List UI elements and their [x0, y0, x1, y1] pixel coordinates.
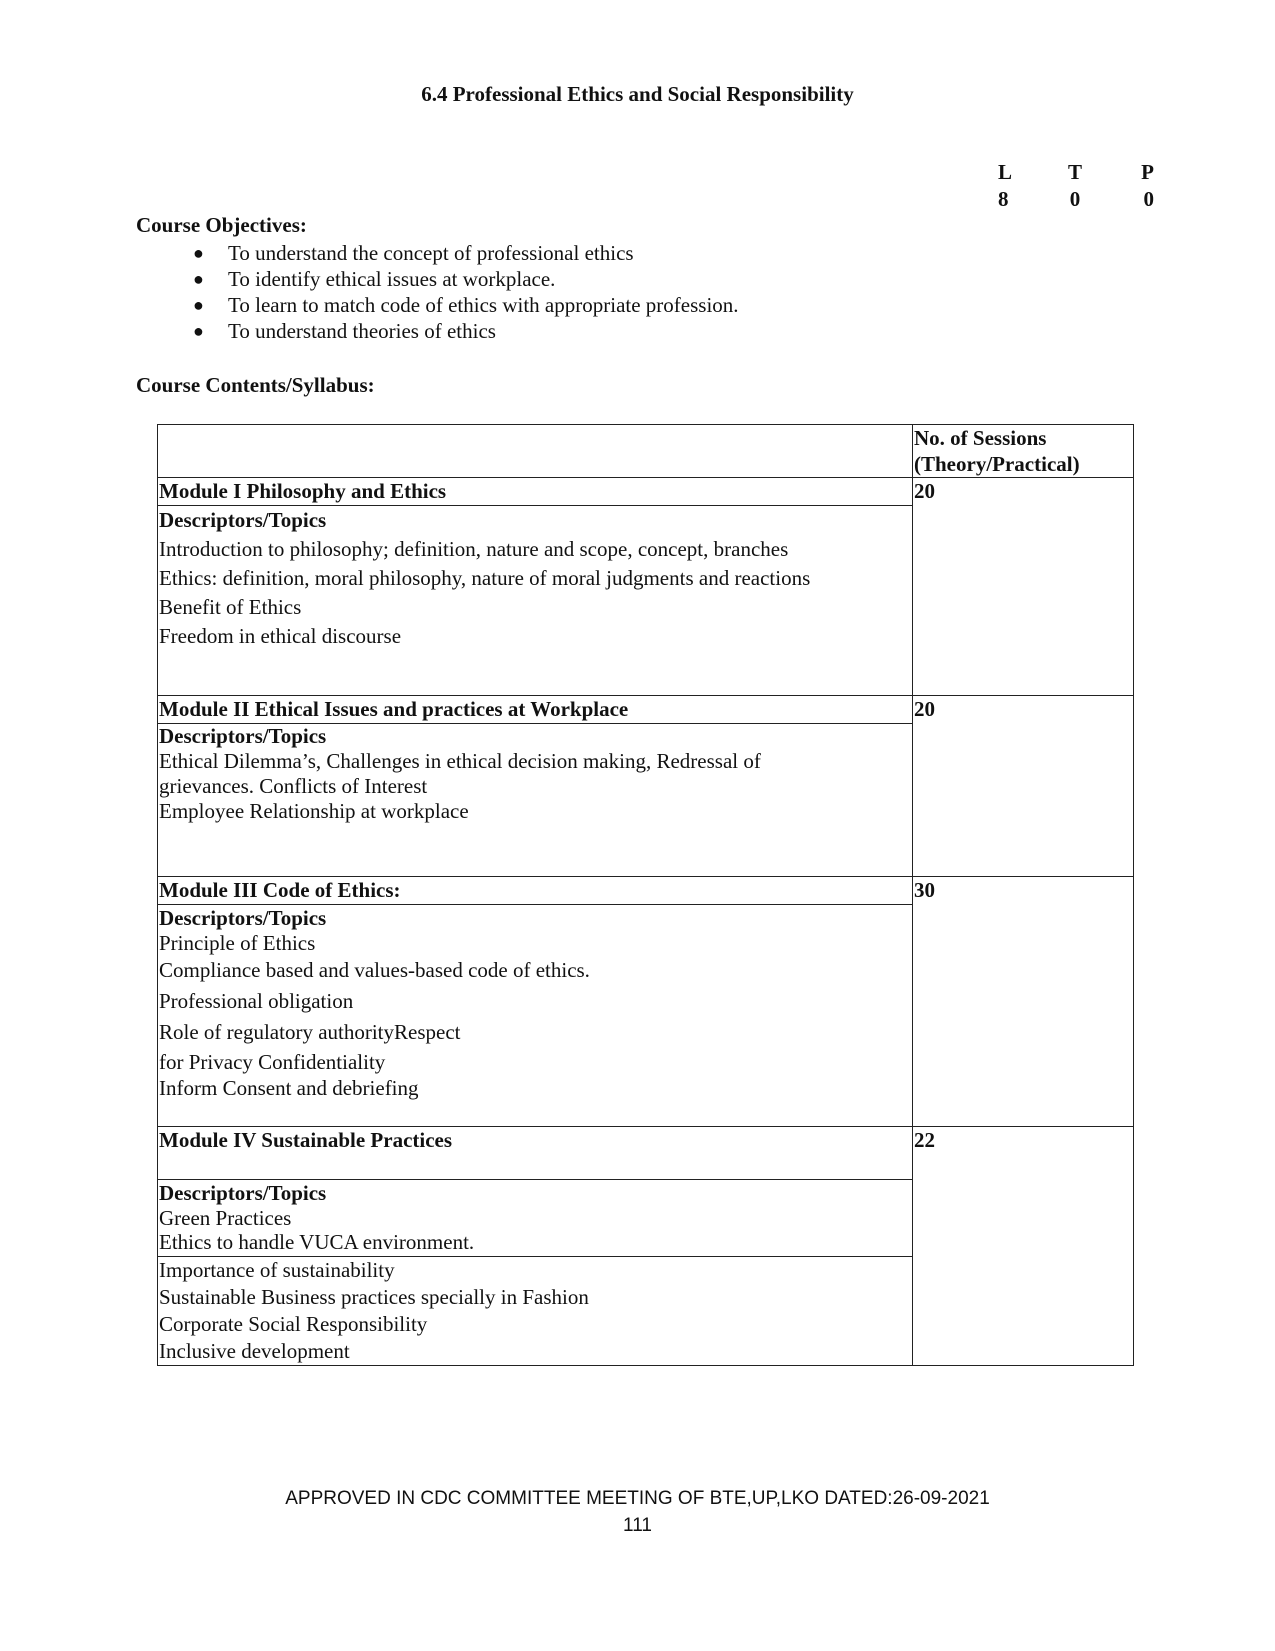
list-item	[190, 318, 739, 344]
descriptor-label: Descriptors/Topics	[159, 906, 327, 930]
topic-line: Inclusive development	[159, 1339, 350, 1363]
header-empty-cell	[158, 425, 913, 478]
topic-line: Corporate Social Responsibility	[159, 1312, 428, 1336]
ltp-value-p: 0	[1143, 187, 1154, 211]
bullet-icon: ●	[193, 243, 204, 263]
topic-line: Benefit of Ethics	[159, 595, 302, 619]
module-topics	[158, 1180, 913, 1257]
bullet-icon: ●	[193, 321, 204, 341]
descriptor-label: Descriptors/Topics	[159, 724, 327, 748]
topic-line: Principle of Ethics	[159, 931, 316, 955]
module-sessions: 22	[913, 1127, 1134, 1366]
topic-line: Sustainable Business practices specially in Fashion	[159, 1285, 589, 1309]
topic-line: Ethics to handle VUCA environment.	[159, 1230, 475, 1254]
module-title: Module IV Sustainable Practices	[158, 1127, 913, 1180]
topic-line: Professional obligation	[159, 989, 354, 1013]
module-topics	[158, 724, 913, 877]
module-title: Module III Code of Ethics:	[158, 877, 913, 905]
objective-text: To understand theories of ethics	[228, 319, 496, 343]
sessions-header-line: (Theory/Practical)	[914, 452, 1080, 476]
topic-line: Inform Consent and debriefing	[159, 1076, 419, 1100]
ltp-value-t: 0	[1069, 187, 1081, 211]
page-footer	[0, 1485, 1275, 1539]
topic-line: Employee Relationship at workplace	[159, 799, 469, 823]
bullet-icon: ●	[193, 269, 204, 289]
ltp-header-l: L	[998, 160, 1013, 184]
topic-line: Ethical Dilemma’s, Challenges in ethical decision making, Redressal of	[159, 749, 761, 773]
table-row	[158, 877, 1134, 905]
module-sessions: 30	[913, 877, 1134, 1127]
ltp-header-t: T	[1067, 160, 1082, 184]
module-title: Module I Philosophy and Ethics	[158, 478, 913, 506]
topic-line: Compliance based and values-based code of ethics.	[159, 958, 590, 982]
table-row	[158, 1127, 1134, 1180]
topic-line: Introduction to philosophy; definition, nature and scope, concept, branches	[159, 537, 789, 561]
topic-line: Freedom in ethical discourse	[159, 624, 402, 648]
list-item	[190, 240, 739, 266]
approval-note: APPROVED IN CDC COMMITTEE MEETING OF BTE,UP,LKO DATED:26-09-2021	[285, 1488, 990, 1509]
module-topics	[158, 506, 913, 696]
objectives-list	[190, 240, 739, 344]
list-item	[190, 292, 739, 318]
objective-text: To understand the concept of professional ethics	[228, 241, 634, 265]
ltp-header-p: P	[1141, 160, 1154, 184]
module-title: Module II Ethical Issues and practices at Workplace	[158, 696, 913, 724]
module-sessions: 20	[913, 478, 1134, 696]
objectives-heading: Course Objectives:	[136, 213, 307, 237]
page-title: 6.4 Professional Ethics and Social Responsibility	[421, 82, 854, 106]
topic-line: Green Practices	[159, 1206, 292, 1230]
sessions-header-cell	[913, 425, 1134, 478]
topic-line: for Privacy Confidentiality	[159, 1050, 386, 1074]
descriptor-label: Descriptors/Topics	[159, 1181, 327, 1205]
sessions-header-line: No. of Sessions	[914, 426, 1047, 450]
topic-line: Importance of sustainability	[159, 1258, 395, 1282]
list-item	[190, 266, 739, 292]
ltp-value-l: 8	[998, 187, 1009, 211]
module-topics-extra	[158, 1257, 913, 1366]
table-header-row	[158, 425, 1134, 478]
module-topics	[158, 905, 913, 1127]
contents-heading: Course Contents/Syllabus:	[136, 373, 375, 397]
topic-line: grievances. Conflicts of Interest	[159, 774, 428, 798]
topic-line: Ethics: definition, moral philosophy, nature of moral judgments and reactions	[159, 566, 811, 590]
page-number: 111	[623, 1515, 652, 1536]
descriptor-label: Descriptors/Topics	[159, 508, 327, 532]
syllabus-table	[157, 424, 1134, 1366]
table-row	[158, 478, 1134, 506]
topic-line: Role of regulatory authorityRespect	[159, 1020, 461, 1044]
objective-text: To learn to match code of ethics with appropriate profession.	[228, 293, 739, 317]
bullet-icon: ●	[193, 295, 204, 315]
table-row	[158, 696, 1134, 724]
objective-text: To identify ethical issues at workplace.	[228, 267, 556, 291]
ltp-credits	[990, 160, 1160, 212]
module-sessions: 20	[913, 696, 1134, 877]
